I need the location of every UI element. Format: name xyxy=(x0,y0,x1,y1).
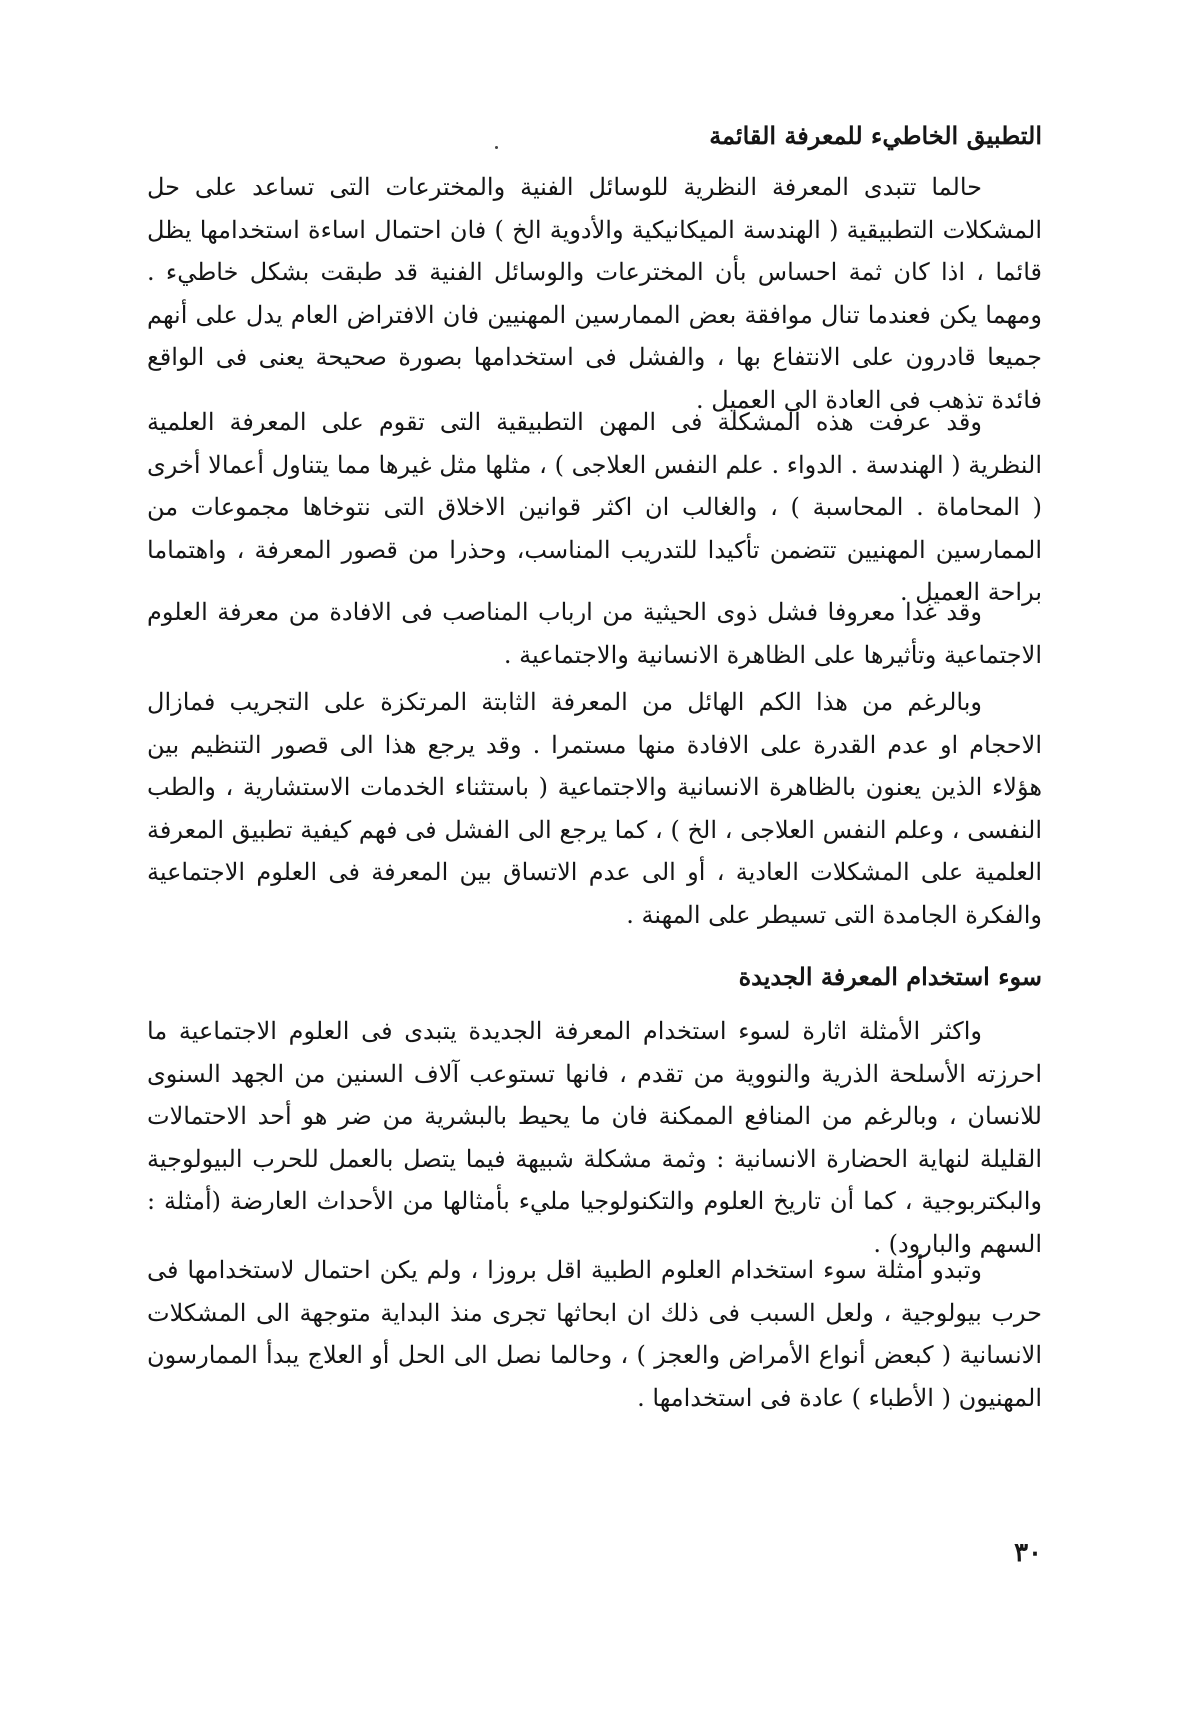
paragraph-6: وتبدو أمثلة سوء استخدام العلوم الطبية اقل بروزا ، ولم يكن احتمال لاستخدامها فى حرب بيولوجية ، ولعل السبب فى ذلك ان ابحاثها تجرى منذ البداية متوجهة الى المشكلات الانسانية ( كبعض أنواع الأمراض والعجز ) ، وحالما نصل الى الحل أو العلاج يبدأ الممارسون المهنيون ( الأطباء ) عادة فى استخدامها . xyxy=(147,1256,1042,1412)
paragraph-3: وقد غدا معروفا فشل ذوى الحيثية من ارباب المناصب فى الافادة من معرفة العلوم الاجتماعية وتأثيرها على الظاهرة الانسانية والاجتماعية . xyxy=(147,598,1042,669)
paragraph-2: وقد عرفت هذه المشكلة فى المهن التطبيقية التى تقوم على المعرفة العلمية النظرية ( الهندسة . الدواء . علم النفس العلاجى ) ، مثلها مثل غيرها مما يتناول أعمالا أخرى ( المحاماة . المحاسبة ) ، والغالب ان اكثر قوانين الاخلاق التى نتوخاها مجموعات من الممارسين المهنيين تتضمن تأكيدا للتدريب المناسب، وحذرا من قصور المعرفة ، واهتماما براحة العميل . xyxy=(147,408,1042,607)
paragraph-4: وبالرغم من هذا الكم الهائل من المعرفة الثابتة المرتكزة على التجريب فمازال الاحجام او عدم القدرة على الافادة منها مستمرا . وقد يرجع هذا الى قصور التنظيم بين هؤلاء الذين يعنون بالظاهرة الانسانية والاجتماعية ( باستثناء الخدمات الاستشارية ، والطب النفسى ، وعلم النفس العلاجى ، الخ ) ، كما يرجع الى الفشل فى فهم كيفية تطبيق المعرفة العلمية على المشكلات العادية ، أو الى عدم الاتساق بين المعرفة فى العلوم الاجتماعية والفكرة الجامدة التى تسيطر على المهنة . xyxy=(147,688,1042,929)
section-heading-misapplication: التطبيق الخاطيء للمعرفة القائمة xyxy=(709,121,1042,150)
paragraph-1: حالما تتبدى المعرفة النظرية للوسائل الفنية والمخترعات التى تساعد على حل المشكلات التطبيقية ( الهندسة الميكانيكية والأدوية الخ ) فان احتمال اساءة استخدامها يظل قائما ، اذا كان ثمة احساس بأن المخترعات والوسائل الفنية قد طبقت بشكل خاطيء . ومهما يكن فعندما تنال موافقة بعض الممارسين المهنيين فان الافتراض العام يدل على أنهم جميعا قادرون على الانتفاع بها ، والفشل فى استخدامها بصورة صحيحة يعنى فى الواقع فائدة تذهب فى العادة الى العميل . xyxy=(147,173,1042,414)
section-heading-misuse: سوء استخدام المعرفة الجديدة xyxy=(738,962,1042,991)
paragraph-5: واكثر الأمثلة اثارة لسوء استخدام المعرفة الجديدة يتبدى فى العلوم الاجتماعية ما احرزته الأسلحة الذرية والنووية من تقدم ، فانها تستوعب آلاف السنين من الجهد السنوى للانسان ، وبالرغم من المنافع الممكنة فان ما يحيط بالبشرية من ضر هو أحد الاحتمالات القليلة لنهاية الحضارة الانسانية : وثمة مشكلة شبيهة فيما يتصل بالعمل للحرب البيولوجية والبكتربوجية ، كما أن تاريخ العلوم والتكنولوجيا مليء بأمثالها من الأحداث العارضة (أمثلة : السهم والبارود) . xyxy=(147,1017,1042,1258)
page-number: ٣٠ xyxy=(1014,1538,1042,1568)
